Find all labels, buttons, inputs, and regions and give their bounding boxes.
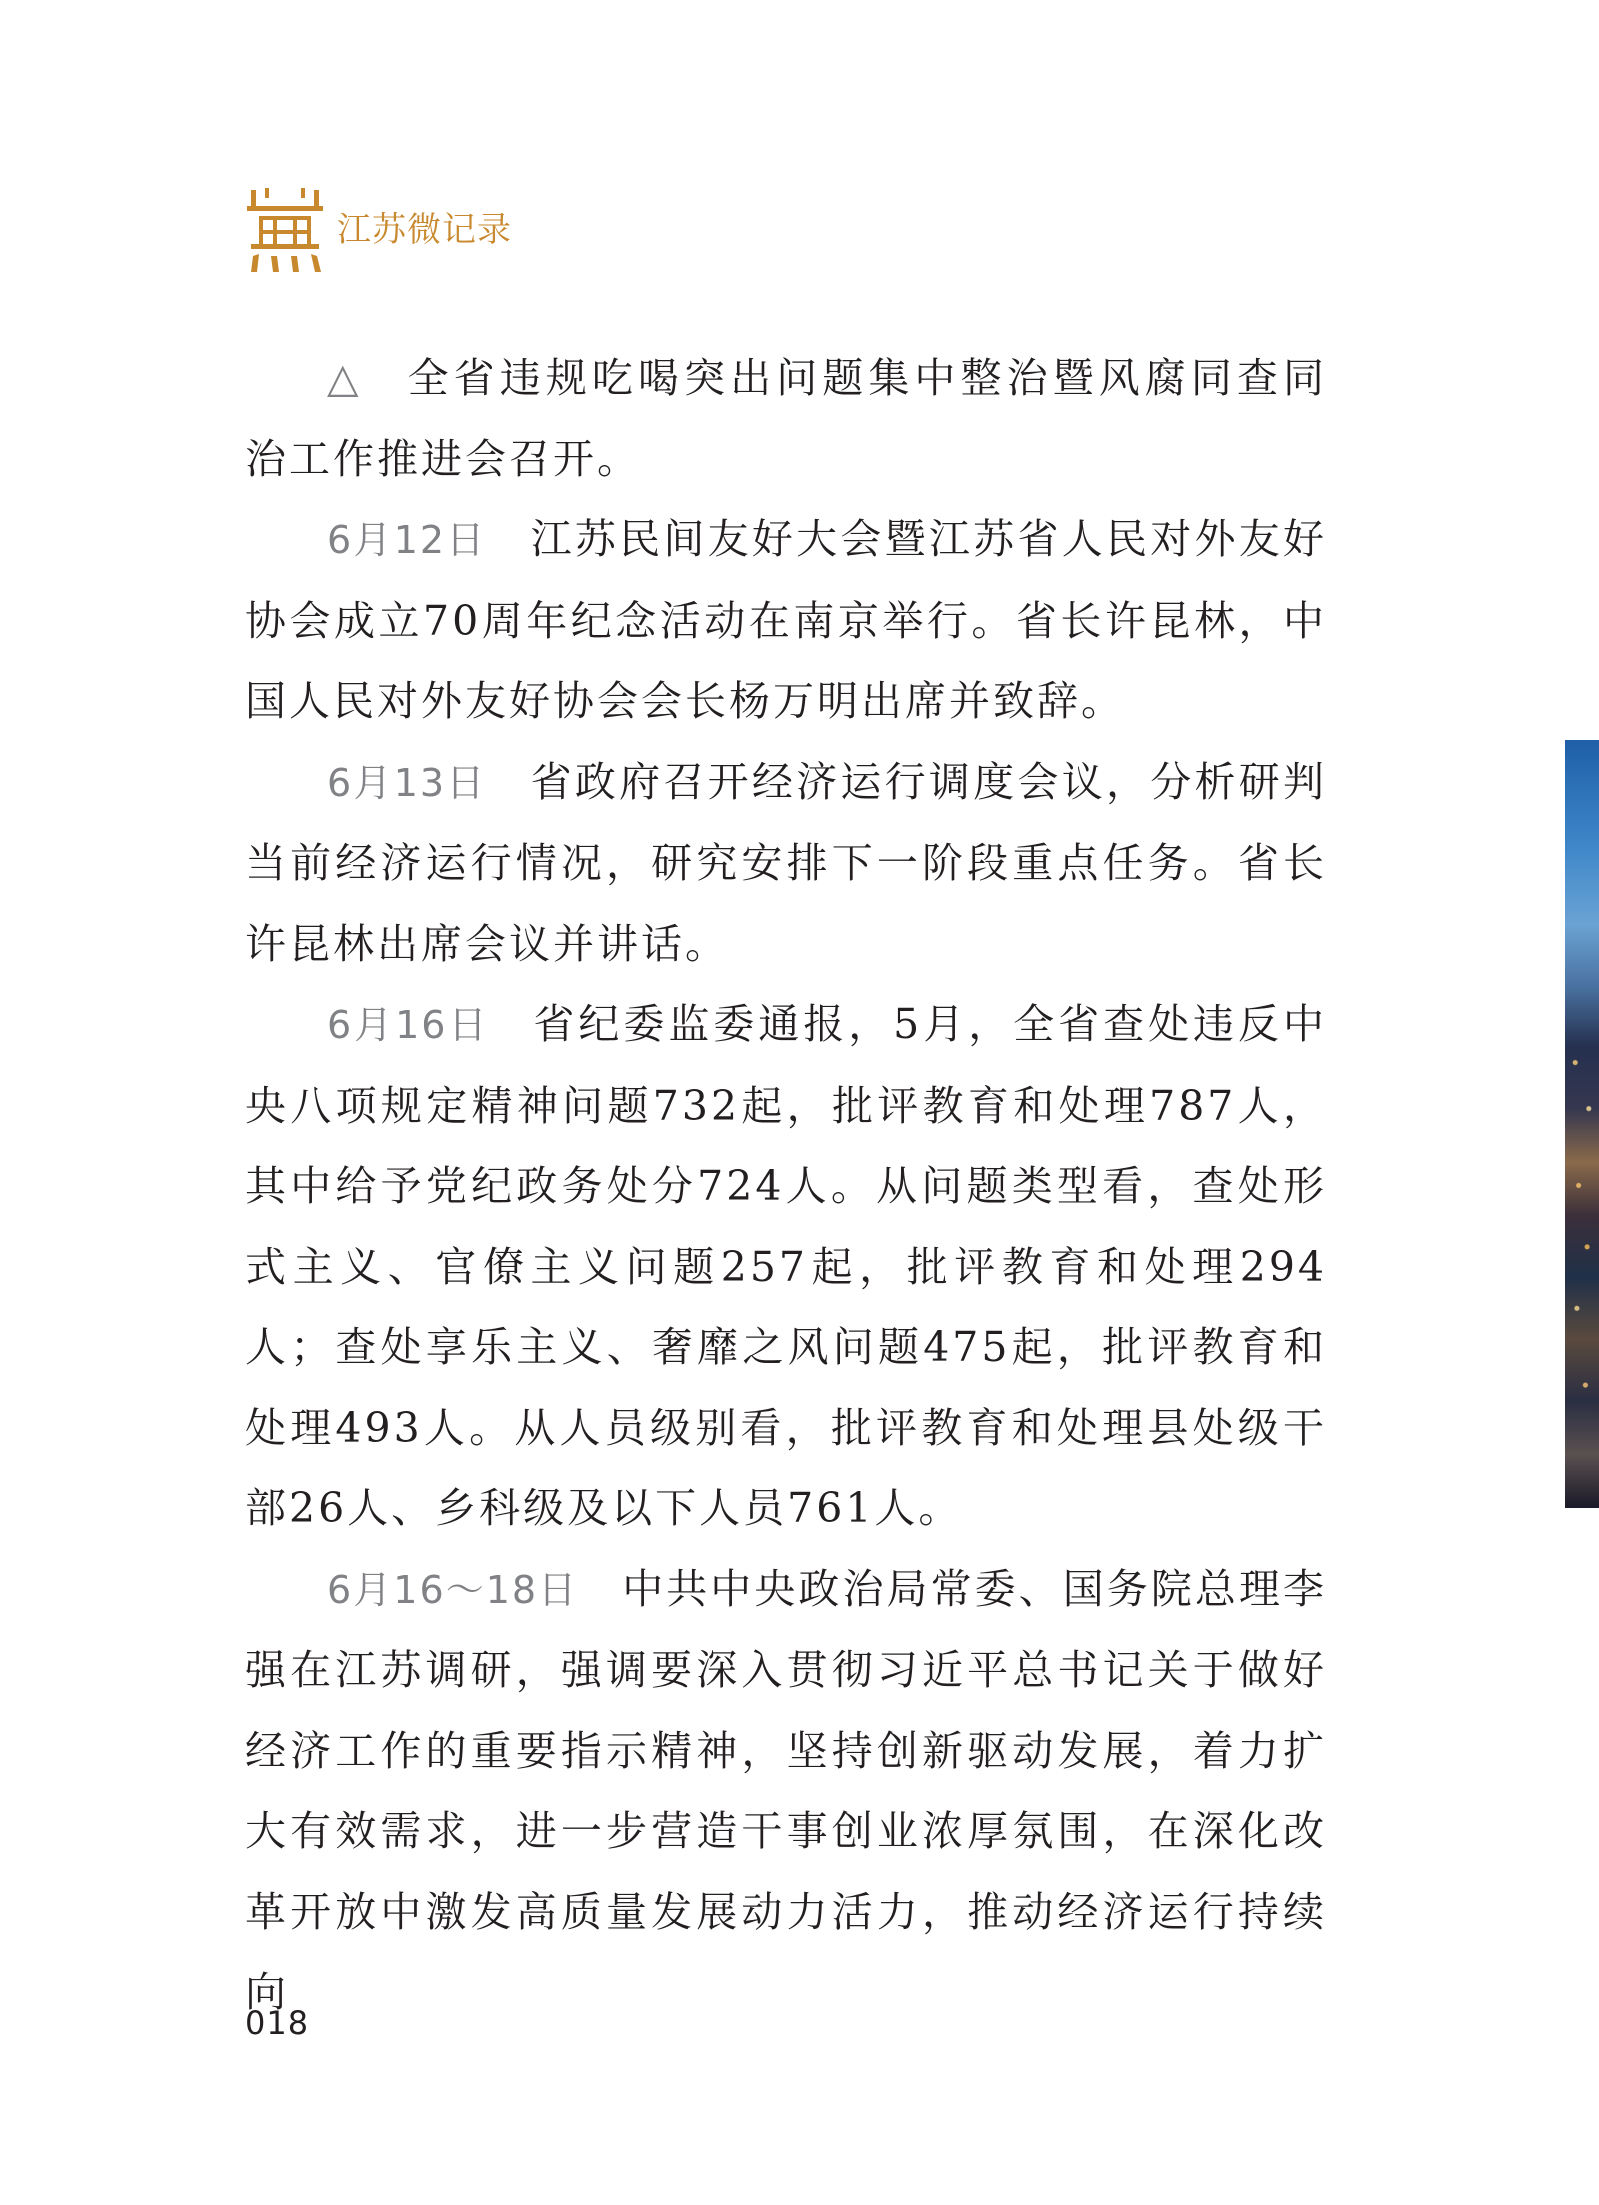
triangle-marker: △ <box>327 354 364 402</box>
entry-date: 6月12日 <box>327 518 487 562</box>
side-photo-strip <box>1565 740 1599 1508</box>
page-header <box>245 185 512 275</box>
entry-text: 全省违规吃喝突出问题集中整治暨风腐同查同治工作推进会召开。 <box>245 354 1328 483</box>
entry-date: 6月16日 <box>327 1003 490 1047</box>
entry-date: 6月13日 <box>327 760 487 805</box>
entry-date: 6月16～18日 <box>327 1567 579 1612</box>
entry-paragraph <box>245 1549 1327 2033</box>
series-title: 江苏微记录 <box>337 210 512 250</box>
entry-paragraph <box>245 742 1327 985</box>
entries-body <box>245 338 1327 2033</box>
entry-text: 省政府召开经济运行调度会议，分析研判当前经济运行情况，研究安排下一阶段重点任务。省长许昆林出席会议并讲话。 <box>245 757 1328 968</box>
entry-text: 中共中央政治局常委、国务院总理李强在江苏调研，强调要深入贯彻习近平总书记关于做好经济工作的重要指示精神，坚持创新驱动发展，着力扩大有效需求，进一步营造干事创业浓厚氛围，在深化改革开放中激发高质量发展动力活力，推动经济运行持续向 <box>245 1564 1327 2016</box>
entry-text: 江苏民间友好大会暨江苏省人民对外友好协会成立70周年纪念活动在南京举行。省长许昆林，中国人民对外友好协会会长杨万明出席并致辞。 <box>245 515 1328 725</box>
jiangsu-logo-icon <box>245 186 325 274</box>
entry-paragraph <box>245 499 1327 742</box>
entry-paragraph <box>245 984 1327 1549</box>
entry-text: 省纪委监委通报，5月，全省查处违反中央八项规定精神问题732起，批评教育和处理787人，其中给予党纪政务处分724人。从问题类型看，查处形式主义、官僚主义问题257起，批评教育和处理294人；查处享乐主义、奢靡之风问题475起，批评教育和处理493人。从人员级别看，批评教育和处理县处级干部26人、乡科级及以下人员761人。 <box>245 1000 1327 1532</box>
entry-paragraph <box>245 338 1327 499</box>
page-number: 018 <box>245 2004 310 2042</box>
city-lights-decoration <box>1565 740 1599 1508</box>
